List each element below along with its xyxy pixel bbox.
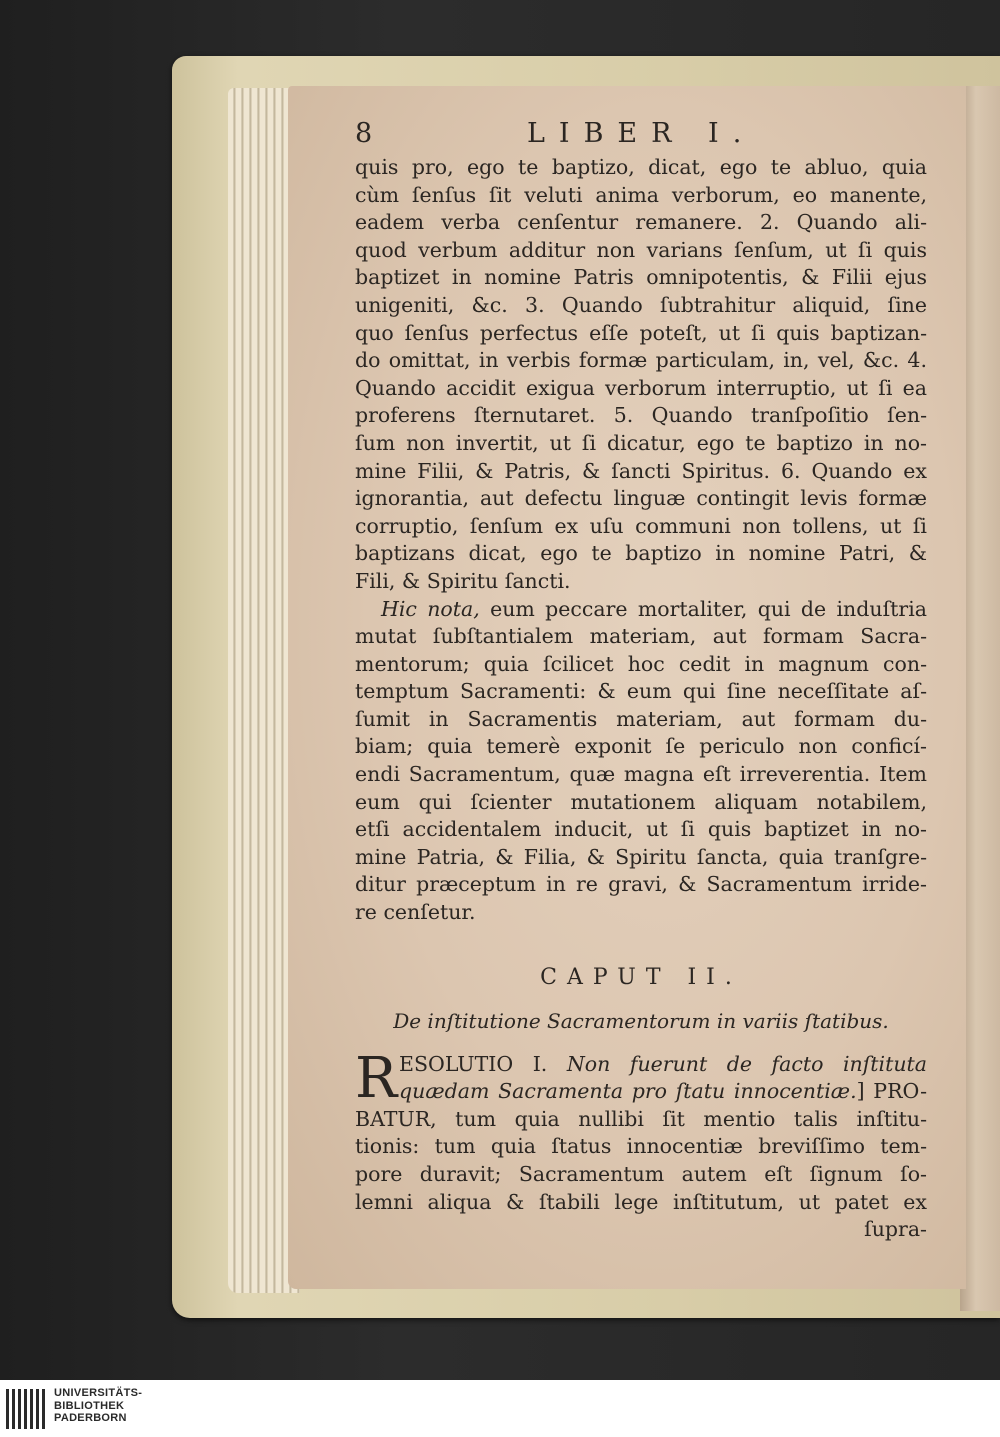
running-head xyxy=(355,118,927,154)
text-line: quis pro, ego te baptizo, dicat, ego te abluo, quia xyxy=(355,155,927,179)
text-line: Fili, & Spiritu ſancti. xyxy=(355,568,571,593)
italic-lead: Hic nota, xyxy=(381,596,480,621)
text-line: BATUR, tum quia nullibi ſit mentio talis inſtitu- xyxy=(355,1106,927,1131)
text-line: proferens ſternutaret. 5. Quando tranſpoſitio ſen- xyxy=(355,403,927,428)
italic-statement: Non fuerunt de facto inſtituta xyxy=(547,1051,927,1076)
text-line: etſi accidentalem inducit, ut ſi quis baptizet in no- xyxy=(355,817,927,842)
text-line: baptizans dicat, ego te baptizo in nomine Patri, & xyxy=(355,541,927,566)
library-name-line: UNIVERSITÄTS- xyxy=(54,1387,143,1399)
library-name-line: BIBLIOTHEK xyxy=(54,1399,125,1412)
text-line: do omittat, in verbis formæ particulam, in, vel, &c. 4. xyxy=(355,348,927,373)
paragraph-2 xyxy=(355,596,927,927)
page-text xyxy=(355,118,927,1244)
library-name xyxy=(54,1387,142,1425)
text-line: mutat ſubſtantialem materiam, aut formam Sacra- xyxy=(355,624,927,649)
text-line: lemni aliqua & ſtabili lege inſtitutum, ut patet ex xyxy=(355,1189,927,1214)
text-line: ſum non invertit, ut ſi dicatur, ego te baptizo in no- xyxy=(355,430,927,455)
text-line: baptizet in nomine Patris omnipotentis, & Filii ejus xyxy=(355,265,927,290)
text-line xyxy=(355,1078,927,1106)
text-line: quo ſenſus perfectus eſſe poteſt, ut ſi quis baptizan- xyxy=(355,320,927,345)
drop-capital: R xyxy=(355,1045,398,1111)
text-line: ſumit in Sacramentis materiam, aut formam du- xyxy=(355,706,927,731)
text-line: mine Filii, & Patris, & ſancti Spiritus. 6. Quando ex xyxy=(355,458,927,483)
text-line: pore duravit; Sacramentum autem eſt ſignum ſo- xyxy=(355,1162,927,1186)
text-line: mentorum; quia ſcilicet hoc cedit in magnum con- xyxy=(355,651,927,676)
chapter-subtitle: De inſtitutione Sacramentorum in variis ſtatibus. xyxy=(393,1008,889,1033)
text-line xyxy=(355,596,927,624)
text-line: mine Patria, & Filia, & Spiritu ſancta, quia tranſgre- xyxy=(355,844,927,869)
paragraph-1 xyxy=(355,154,927,596)
text-line: tionis: tum quia ſtatus innocentiæ breviſſimo tem- xyxy=(355,1134,927,1159)
text-line: eum qui ſcienter mutationem aliquam notabilem, xyxy=(355,789,927,814)
italic-statement: quædam Sacramenta pro ſtatu innocentiæ. xyxy=(399,1079,857,1104)
library-logo-icon xyxy=(6,1389,46,1429)
library-name-line: PADERBORN xyxy=(54,1412,127,1424)
text-line: Quando accidit exigua verborum interruptio, ut ſi ea xyxy=(355,375,927,400)
library-footer xyxy=(0,1380,1000,1437)
text-line: temptum Sacramenti: & eum qui ſine neceſſitate aſ- xyxy=(355,679,927,704)
text-line: ignorantia, aut defectu linguæ contingit levis formæ xyxy=(355,486,927,511)
page-number: 8 xyxy=(355,118,373,149)
text-line: unigeniti, &c. 3. Quando ſubtrahitur aliquid, ſine xyxy=(355,292,927,317)
resolutio-label: ESOLUTIO I. xyxy=(399,1051,548,1076)
text-line xyxy=(355,1051,927,1079)
text-line: re cenſetur. xyxy=(355,900,476,925)
text-line: corruptio, ſenſum ex uſu communi non tollens, ut ſi xyxy=(355,513,927,538)
text-line: eadem verba cenſentur remanere. 2. Quando ali- xyxy=(355,210,927,235)
text-line: quod verbum additur non varians ſenſum, ut ſi quis xyxy=(355,237,927,262)
text-line: biam; quia temerè exponit ſe periculo non conficí- xyxy=(355,734,927,759)
catchword: ſupra- xyxy=(864,1217,927,1242)
text-line: endi Sacramentum, quæ magna eſt irreverentia. Item xyxy=(355,762,927,787)
text-line: cùm ſenſus ſit veluti anima verborum, eo manente, xyxy=(355,182,927,207)
facing-page-gutter xyxy=(960,86,1000,1311)
resolutio-paragraph xyxy=(355,1045,927,1244)
line-rest: eum peccare mortaliter, qui de induſtria xyxy=(479,596,927,621)
line-rest: ] PRO- xyxy=(856,1079,927,1104)
running-title: LIBER I. xyxy=(527,118,756,149)
chapter-heading: CAPUT II. xyxy=(540,964,742,990)
text-line: ditur præceptum in re gravi, & Sacramentum irride- xyxy=(355,872,927,897)
